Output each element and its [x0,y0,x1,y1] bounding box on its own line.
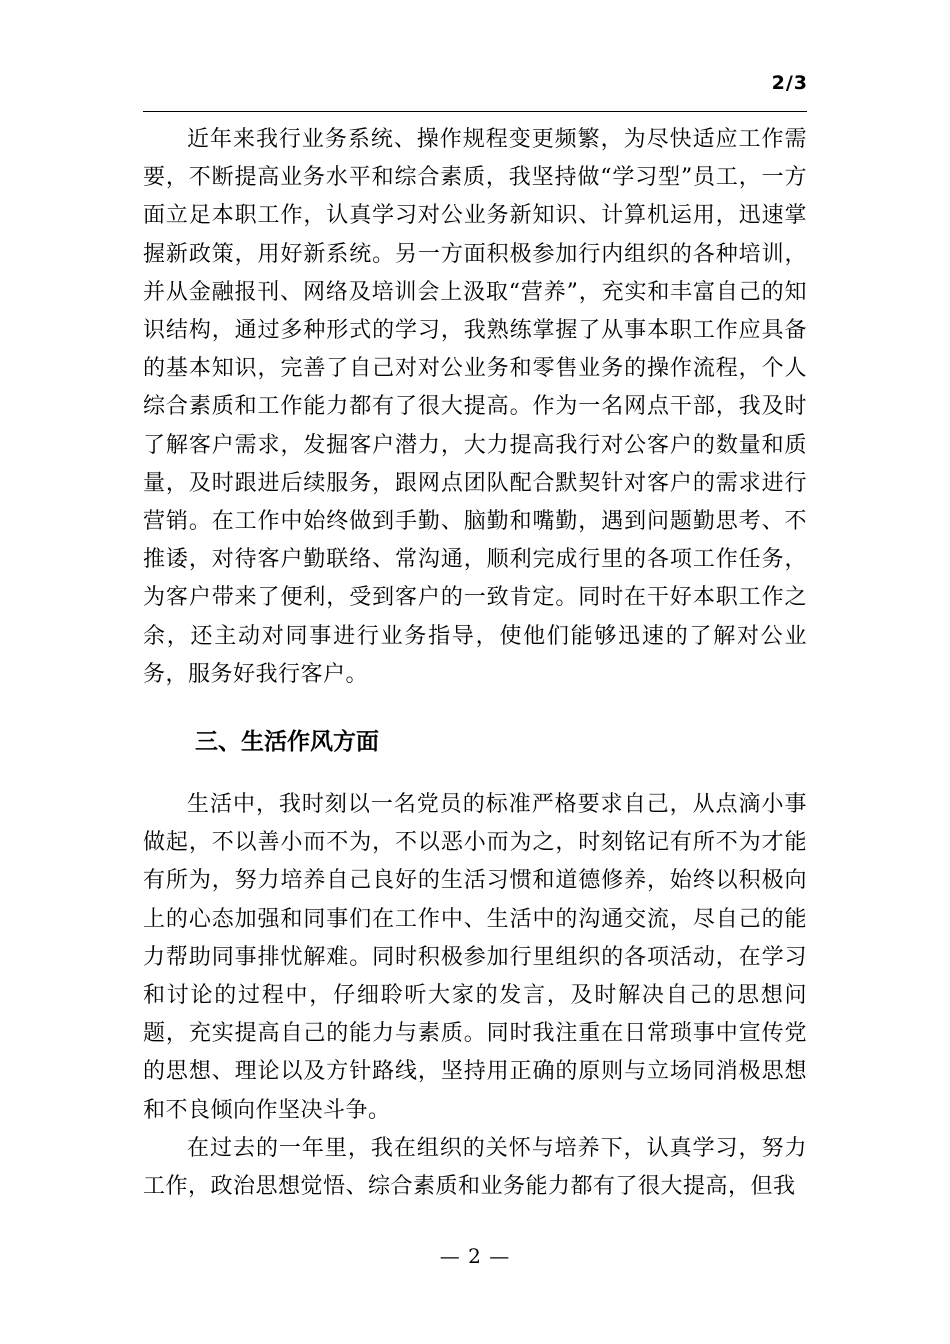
body-paragraph-3: 在过去的一年里，我在组织的关怀与培养下，认真学习，努力工作，政治思想觉悟、综合素质和业务能力都有了很大提高，但我 [143,1135,807,1200]
section-heading: 三、生活作风方面 [195,729,379,756]
page-counter: 2/3 [771,72,808,94]
body-paragraph-2: 生活中，我时刻以一名党员的标准严格要求自己，从点滴小事做起，不以善小而不为，不以恶小而为之，时刻铭记有所不为才能有所为，努力培养自己良好的生活习惯和道德修养，始终以积极向上的心态加强和同事们在工作中、生活中的沟通交流，尽自己的能力帮助同事排忧解难。同时积极参加行里组织的各项活动，在学习和讨论的过程中，仔细聆听大家的发言，及时解决自己的思想问题，充实提高自己的能力与素质。同时我注重在日常琐事中宣传党的思想、理论以及方针路线，坚持用正确的原则与立场同消极思想和不良倾向作坚决斗争。 [143,792,807,1123]
page-number: — 2 — [439,1244,511,1268]
body-paragraph-1: 近年来我行业务系统、操作规程变更频繁，为尽快适应工作需要，不断提高业务水平和综合素质，我坚持做“学习型”员工，一方面立足本职工作，认真学习对公业务新知识、计算机运用，迅速掌握新政策，用好新系统。另一方面积极参加行内组织的各种培训，并从金融报刊、网络及培训会上汲取“营养”，充实和丰富自己的知识结构，通过多种形式的学习，我熟练掌握了从事本职工作应具备的基本知识，完善了自己对对公业务和零售业务的操作流程，个人综合素质和工作能力都有了很大提高。作为一名网点干部，我及时了解客户需求，发掘客户潜力，大力提高我行对公客户的数量和质量，及时跟进后续服务，跟网点团队配合默契针对客户的需求进行营销。在工作中始终做到手勤、脑勤和嘴勤，遇到问题勤思考、不推诿，对待客户勤联络、常沟通，顺利完成行里的各项工作任务，为客户带来了便利，受到客户的一致肯定。同时在干好本职工作之余，还主动对同事进行业务指导，使他们能够迅速的了解对公业务，服务好我行客户。 [143,127,807,687]
header-divider [143,111,807,112]
document-body [143,121,807,1206]
